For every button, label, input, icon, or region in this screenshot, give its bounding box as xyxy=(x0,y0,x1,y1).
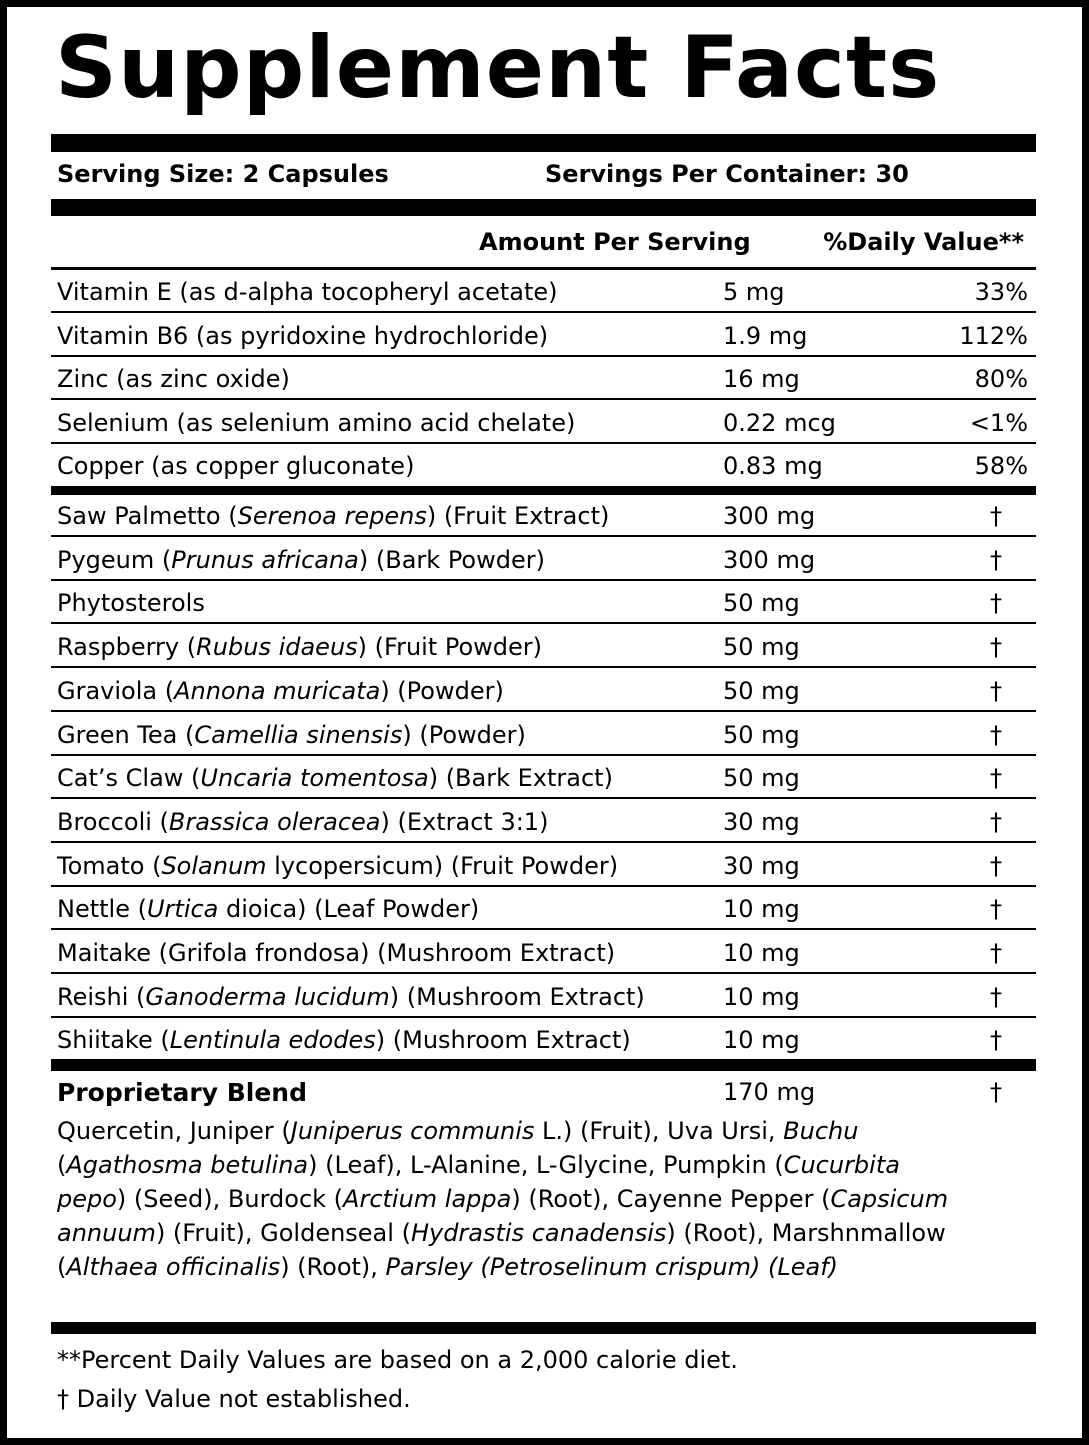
herb-row xyxy=(51,844,1036,887)
ingredient-latin-name: Solanum xyxy=(161,851,267,880)
thick-divider-bottom xyxy=(51,1322,1036,1334)
herb-row xyxy=(51,625,1036,668)
ingredient-name: Reishi (Ganoderma lucidum) (Mushroom Extract) xyxy=(57,982,645,1011)
ingredient-latin-name: Rubus idaeus xyxy=(196,633,358,662)
ingredient-daily-value: † xyxy=(990,720,1002,749)
row-divider xyxy=(51,311,1036,313)
ingredient-daily-value: † xyxy=(990,545,1002,574)
ingredient-latin-name: Camellia sinensis xyxy=(194,720,403,749)
ingredient-latin-name: Ganoderma lucidum xyxy=(145,982,390,1011)
herb-row xyxy=(51,931,1036,974)
thick-divider-top xyxy=(51,134,1036,152)
ingredient-daily-value: † xyxy=(990,1026,1002,1055)
blend-latin-name: Arctium lappa xyxy=(343,1185,512,1213)
blend-latin-name: Buchu xyxy=(783,1117,859,1145)
row-divider xyxy=(51,579,1036,581)
blend-latin-name: Althaea officinalis xyxy=(66,1253,281,1281)
blend-latin-name: Juniperus communis xyxy=(290,1117,535,1145)
ingredient-name: Green Tea (Camellia sinensis) (Powder) xyxy=(57,720,526,749)
ingredient-latin-name: Annona muricata xyxy=(174,676,381,705)
ingredient-daily-value: † xyxy=(990,982,1002,1011)
row-divider xyxy=(51,622,1036,624)
ingredient-name: Cat’s Claw (Uncaria tomentosa) (Bark Extract) xyxy=(57,764,613,793)
row-divider xyxy=(51,398,1036,400)
row-divider xyxy=(51,754,1036,756)
thick-divider-serving xyxy=(51,199,1036,216)
row-divider xyxy=(51,535,1036,537)
vitamin-row xyxy=(51,444,1036,487)
vitamin-row xyxy=(51,357,1036,400)
ingredient-amount: 10 mg xyxy=(723,1026,800,1055)
ingredient-latin-name: Urtica xyxy=(146,895,219,924)
ingredient-latin-name: Uncaria tomentosa xyxy=(200,764,429,793)
herb-row xyxy=(51,800,1036,843)
footnote-daily-values: **Percent Daily Values are based on a 2,000 calorie diet. xyxy=(57,1346,738,1374)
ingredient-daily-value: † xyxy=(990,895,1002,924)
blend-latin-name: Capsicum annuum xyxy=(57,1185,949,1247)
blend-latin-name: Cucurbita pepo xyxy=(57,1151,900,1213)
medium-divider-herbs xyxy=(51,1059,1036,1071)
nutrient-daily-value: <1% xyxy=(969,409,1028,437)
nutrient-daily-value: 80% xyxy=(974,365,1028,393)
ingredient-amount: 10 mg xyxy=(723,982,800,1011)
ingredient-daily-value: † xyxy=(990,676,1002,705)
nutrient-daily-value: 58% xyxy=(974,452,1028,480)
ingredient-name: Pygeum (Prunus africana) (Bark Powder) xyxy=(57,545,545,574)
herb-row xyxy=(51,887,1036,930)
herb-row xyxy=(51,494,1036,537)
herb-row xyxy=(51,756,1036,799)
ingredient-latin-name: Serenoa repens xyxy=(237,502,427,530)
nutrient-name: Selenium (as selenium amino acid chelate) xyxy=(57,409,576,437)
ingredient-daily-value: † xyxy=(990,939,1002,967)
ingredient-daily-value: † xyxy=(990,807,1002,836)
blend-latin-name: Agathosma betulina xyxy=(66,1151,309,1179)
ingredient-name: Saw Palmetto (Serenoa repens) (Fruit Extract) xyxy=(57,502,610,530)
ingredient-amount: 30 mg xyxy=(723,807,800,836)
herb-row xyxy=(51,713,1036,756)
nutrient-name: Vitamin E (as d-alpha tocopheryl acetate) xyxy=(57,278,558,306)
ingredient-latin-name: Prunus africana xyxy=(171,545,359,574)
ingredient-name: Raspberry (Rubus idaeus) (Fruit Powder) xyxy=(57,633,543,662)
ingredient-amount: 50 mg xyxy=(723,676,800,705)
ingredient-name: Shiitake (Lentinula edodes) (Mushroom Extract) xyxy=(57,1026,631,1055)
blend-name: Proprietary Blend xyxy=(57,1078,307,1107)
ingredient-amount: 50 mg xyxy=(723,589,800,618)
row-divider xyxy=(51,797,1036,799)
ingredient-amount: 30 mg xyxy=(723,851,800,880)
row-divider xyxy=(51,972,1036,974)
ingredient-amount: 300 mg xyxy=(723,502,816,530)
nutrient-name: Vitamin B6 (as pyridoxine hydrochloride) xyxy=(57,322,549,350)
blend-ingredients: Quercetin, Juniper (Juniperus communis L.) (Fruit), Uva Ursi, Buchu (Agathosma betulina) (Leaf), L-Alanine, L-Glycine, Pumpkin (Cucurbita pepo) (Seed), Burdock (Arctium lappa) (Root), Cayenne Pepper (Capsicum annuum) (Fruit), Goldenseal (Hydrastis canadensis) (Root), Marshnmallow (Althaea officinalis) (Root), Parsley (Petroselinum crispum) (Leaf) xyxy=(57,1117,949,1281)
ingredient-latin-name: Brassica oleracea xyxy=(168,807,381,836)
ingredient-latin-name: Lentinula edodes xyxy=(169,1026,376,1055)
ingredient-amount: 50 mg xyxy=(723,764,800,793)
servings-per-container: Servings Per Container: 30 xyxy=(545,160,909,188)
nutrient-amount: 5 mg xyxy=(723,278,785,306)
vitamin-row xyxy=(51,401,1036,444)
ingredient-amount: 10 mg xyxy=(723,939,800,967)
herb-row xyxy=(51,1018,1036,1061)
ingredient-name: Graviola (Annona muricata) (Powder) xyxy=(57,676,504,705)
daily-value-header: %Daily Value** xyxy=(823,228,1024,256)
ingredient-name: Phytosterols xyxy=(57,589,205,618)
blend-dagger: † xyxy=(990,1078,1002,1106)
nutrient-name: Copper (as copper gluconate) xyxy=(57,452,415,480)
herb-row xyxy=(51,538,1036,581)
nutrient-amount: 0.22 mcg xyxy=(723,409,836,437)
vitamin-row xyxy=(51,270,1036,313)
ingredient-amount: 300 mg xyxy=(723,545,816,574)
nutrient-amount: 16 mg xyxy=(723,365,800,393)
row-divider xyxy=(51,841,1036,843)
ingredient-daily-value: † xyxy=(990,851,1002,880)
nutrient-name: Zinc (as zinc oxide) xyxy=(57,365,290,393)
blend-latin-name: Parsley (Petroselinum crispum) (Leaf) xyxy=(385,1253,839,1281)
ingredient-daily-value: † xyxy=(990,633,1002,662)
label-title: Supplement Facts xyxy=(55,18,941,118)
row-divider xyxy=(51,666,1036,668)
row-divider xyxy=(51,1016,1036,1018)
ingredient-daily-value: † xyxy=(990,764,1002,793)
row-divider xyxy=(51,710,1036,712)
row-divider xyxy=(51,928,1036,930)
nutrient-daily-value: 112% xyxy=(959,322,1028,350)
ingredient-name: Nettle (Urtica dioica) (Leaf Powder) xyxy=(57,895,480,924)
herb-row xyxy=(51,669,1036,712)
ingredient-amount: 50 mg xyxy=(723,720,800,749)
vitamin-row xyxy=(51,314,1036,357)
serving-size: Serving Size: 2 Capsules xyxy=(57,160,389,188)
ingredient-name: Broccoli (Brassica oleracea) (Extract 3:1) xyxy=(57,807,549,836)
nutrient-daily-value: 33% xyxy=(974,278,1028,306)
ingredient-daily-value: † xyxy=(990,502,1002,530)
blend-latin-name: Hydrastis canadensis xyxy=(410,1219,667,1247)
ingredient-name: Tomato (Solanum lycopersicum) (Fruit Powder) xyxy=(57,851,619,880)
herb-row xyxy=(51,581,1036,624)
ingredient-amount: 50 mg xyxy=(723,633,800,662)
row-divider xyxy=(51,885,1036,887)
nutrient-amount: 1.9 mg xyxy=(723,322,808,350)
ingredient-name: Maitake (Grifola frondosa) (Mushroom Extract) xyxy=(57,939,616,967)
ingredient-amount: 10 mg xyxy=(723,895,800,924)
footnote-dagger: † Daily Value not established. xyxy=(57,1385,411,1413)
amount-per-serving-header: Amount Per Serving xyxy=(479,228,751,256)
blend-amount: 170 mg xyxy=(723,1078,816,1106)
herb-row xyxy=(51,975,1036,1018)
nutrient-amount: 0.83 mg xyxy=(723,452,823,480)
ingredient-daily-value: † xyxy=(990,589,1002,618)
